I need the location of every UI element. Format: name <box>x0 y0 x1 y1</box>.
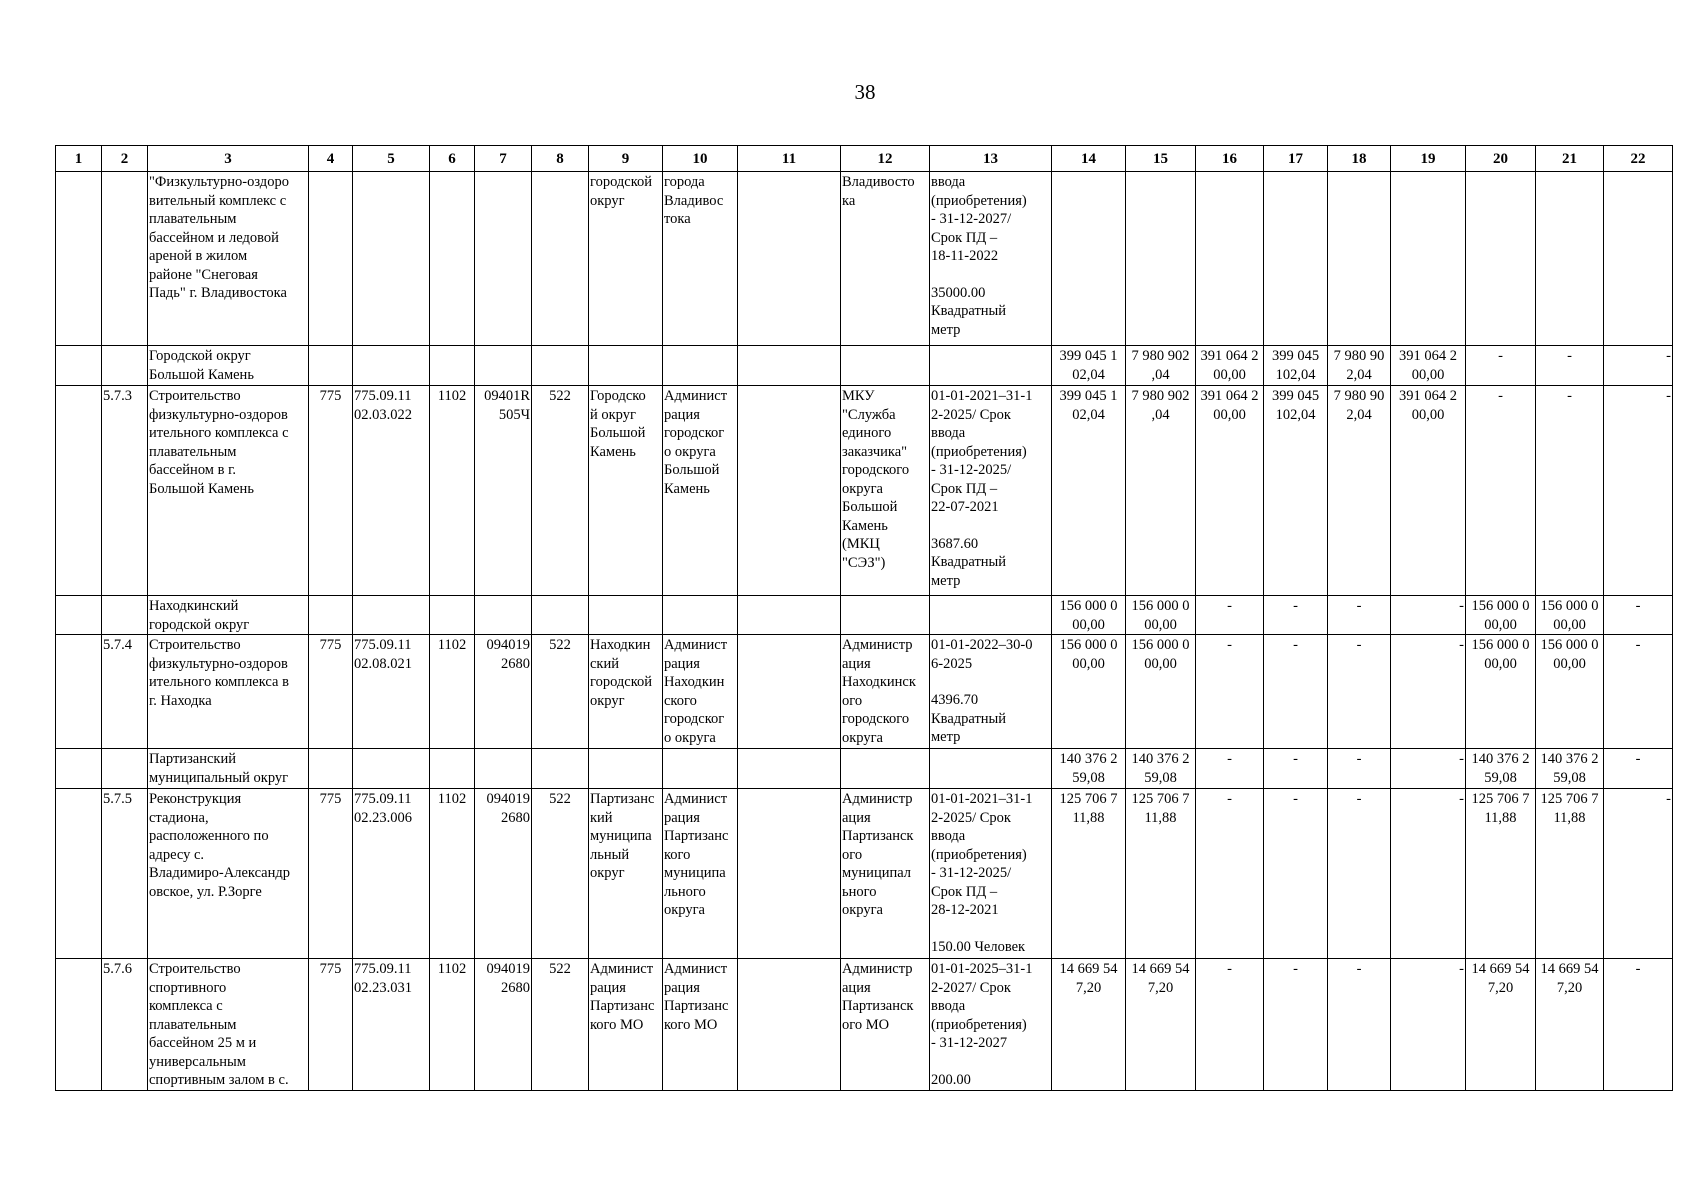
amount-cell: 156 000 0 00,00 <box>1466 596 1536 635</box>
amount-cell: - <box>1604 386 1673 596</box>
column-header: 16 <box>1196 146 1264 172</box>
amount-cell: 391 064 2 00,00 <box>1196 386 1264 596</box>
group-title: Находкинский городской округ <box>148 596 309 635</box>
code-cell: 775 <box>309 789 353 959</box>
table-row <box>56 635 1673 749</box>
amount-cell: 125 706 7 11,88 <box>1052 789 1126 959</box>
code-cell: 094019 2680 <box>475 635 532 749</box>
code-cell: 1102 <box>430 635 475 749</box>
customer: Админист рация Партизанс кого МО <box>663 959 738 1091</box>
amount-cell: 140 376 2 59,08 <box>1052 749 1126 789</box>
amount-cell: 156 000 0 00,00 <box>1126 596 1196 635</box>
code-cell: 775.09.11 02.23.006 <box>353 789 430 959</box>
amount-cell: 391 064 2 00,00 <box>1391 346 1466 386</box>
code-cell: 094019 2680 <box>475 959 532 1091</box>
capacity: 35000.00 Квадратный метр <box>931 284 1007 338</box>
amount-cell: - <box>1196 635 1264 749</box>
amount-cell: 140 376 2 59,08 <box>1126 749 1196 789</box>
developer: Администр ация Находкинск ого городского округа <box>841 635 930 749</box>
column-header: 6 <box>430 146 475 172</box>
column-header: 9 <box>589 146 663 172</box>
amount-cell: - <box>1264 635 1328 749</box>
terms-cell <box>930 789 1052 959</box>
code-cell: 522 <box>532 635 589 749</box>
item-number: 5.7.3 <box>102 386 148 596</box>
amount-cell: 391 064 2 00,00 <box>1196 346 1264 386</box>
code-cell: 1102 <box>430 386 475 596</box>
code-cell: 1102 <box>430 789 475 959</box>
capacity: 150.00 Человек <box>931 938 1026 955</box>
column-header: 3 <box>148 146 309 172</box>
developer: Владивосто ка <box>841 172 930 346</box>
amount-cell: 399 045 1 02,04 <box>1052 346 1126 386</box>
amount-cell: 140 376 2 59,08 <box>1536 749 1604 789</box>
object-name: Реконструкция стадиона, расположенного по адресу с. Владимиро-Александр овское, ул. Р.Зорге <box>148 789 309 959</box>
amount-cell: 7 980 90 2,04 <box>1328 386 1391 596</box>
amount-cell: - <box>1264 959 1328 1091</box>
column-header: 13 <box>930 146 1052 172</box>
amount-cell: 156 000 0 00,00 <box>1466 635 1536 749</box>
terms: 01-01-2021–31-1 2-2025/ Срок ввода (приобретения) - 31-12-2025/ Срок ПД – 22-07-2021 <box>931 388 1033 515</box>
amount-cell: - <box>1466 386 1536 596</box>
amount-cell: 156 000 0 00,00 <box>1536 635 1604 749</box>
table-row <box>56 346 1673 386</box>
object-name: Строительство физкультурно-оздоров ительного комплекса в г. Находка <box>148 635 309 749</box>
column-header: 4 <box>309 146 353 172</box>
table-row <box>56 386 1673 596</box>
terms-cell <box>930 386 1052 596</box>
customer: Админист рация Партизанс кого муниципа льного округа <box>663 789 738 959</box>
code-cell: 094019 2680 <box>475 789 532 959</box>
column-header: 14 <box>1052 146 1126 172</box>
code-cell: 775.09.11 02.03.022 <box>353 386 430 596</box>
amount-cell: - <box>1604 789 1673 959</box>
table-row <box>56 789 1673 959</box>
code-cell: 775.09.11 02.08.021 <box>353 635 430 749</box>
column-header: 1 <box>56 146 102 172</box>
capacity: 3687.60 Квадратный метр <box>931 535 1007 589</box>
customer: города Владивос тока <box>663 172 738 346</box>
terms-cell <box>930 959 1052 1091</box>
amount-cell: - <box>1536 386 1604 596</box>
code-cell: 775 <box>309 635 353 749</box>
column-header: 2 <box>102 146 148 172</box>
amount-cell: - <box>1196 789 1264 959</box>
header-row <box>56 146 1673 172</box>
code-cell: 522 <box>532 959 589 1091</box>
page-number: 38 <box>854 80 876 104</box>
amount-cell: - <box>1391 789 1466 959</box>
item-number: 5.7.6 <box>102 959 148 1091</box>
group-title: Партизанский муниципальный округ <box>148 749 309 789</box>
amount-cell: - <box>1196 959 1264 1091</box>
terms: 01-01-2022–30-0 6-2025 <box>931 637 1033 672</box>
amount-cell: 391 064 2 00,00 <box>1391 386 1466 596</box>
amount-cell: 399 045 102,04 <box>1264 386 1328 596</box>
capacity: 200.00 <box>931 1071 971 1088</box>
amount-cell: - <box>1264 789 1328 959</box>
amount-cell: - <box>1466 346 1536 386</box>
amount-cell: 7 980 902 ,04 <box>1126 386 1196 596</box>
column-header: 20 <box>1466 146 1536 172</box>
amount-cell: - <box>1328 596 1391 635</box>
column-header: 5 <box>353 146 430 172</box>
amount-cell: 7 980 902 ,04 <box>1126 346 1196 386</box>
code-cell: 1102 <box>430 959 475 1091</box>
code-cell: 522 <box>532 789 589 959</box>
amount-cell: 156 000 0 00,00 <box>1536 596 1604 635</box>
amount-cell: - <box>1328 635 1391 749</box>
terms: 01-01-2021–31-1 2-2025/ Срок ввода (приобретения) - 31-12-2025/ Срок ПД – 28-12-2021 <box>931 791 1033 918</box>
amount-cell: 156 000 0 00,00 <box>1126 635 1196 749</box>
amount-cell: 125 706 7 11,88 <box>1466 789 1536 959</box>
amount-cell: 156 000 0 00,00 <box>1052 635 1126 749</box>
investment-objects-table <box>55 145 1673 1091</box>
column-header: 19 <box>1391 146 1466 172</box>
municipality: городской округ <box>589 172 663 346</box>
code-cell: 775 <box>309 959 353 1091</box>
amount-cell: - <box>1604 959 1673 1091</box>
amount-cell: - <box>1604 749 1673 789</box>
capacity: 4396.70 Квадратный метр <box>931 692 1007 745</box>
amount-cell: - <box>1328 959 1391 1091</box>
amount-cell: - <box>1604 346 1673 386</box>
code-cell: 09401R 505Ч <box>475 386 532 596</box>
amount-cell: 125 706 7 11,88 <box>1126 789 1196 959</box>
amount-cell: 14 669 54 7,20 <box>1466 959 1536 1091</box>
item-number: 5.7.4 <box>102 635 148 749</box>
column-header: 12 <box>841 146 930 172</box>
amount-cell: 14 669 54 7,20 <box>1052 959 1126 1091</box>
amount-cell: - <box>1196 749 1264 789</box>
municipality: Партизанс кий муниципа льный округ <box>589 789 663 959</box>
table-row <box>56 749 1673 789</box>
code-cell: 775.09.11 02.23.031 <box>353 959 430 1091</box>
table-row <box>56 172 1673 346</box>
terms: ввода (приобретения) - 31-12-2027/ Срок ПД – 18-11-2022 <box>931 174 1027 264</box>
amount-cell: - <box>1604 635 1673 749</box>
column-header: 11 <box>738 146 841 172</box>
column-header: 22 <box>1604 146 1673 172</box>
municipality: Находкин ский городской округ <box>589 635 663 749</box>
amount-cell: 14 669 54 7,20 <box>1126 959 1196 1091</box>
terms-cell <box>930 172 1052 346</box>
code-cell: 522 <box>532 386 589 596</box>
column-header: 10 <box>663 146 738 172</box>
municipality: Городско й округ Большой Камень <box>589 386 663 596</box>
amount-cell: 399 045 102,04 <box>1264 346 1328 386</box>
column-header: 21 <box>1536 146 1604 172</box>
amount-cell: - <box>1328 789 1391 959</box>
item-number: 5.7.5 <box>102 789 148 959</box>
amount-cell: 156 000 0 00,00 <box>1052 596 1126 635</box>
group-title: Городской округ Большой Камень <box>148 346 309 386</box>
terms-cell <box>930 635 1052 749</box>
amount-cell: 125 706 7 11,88 <box>1536 789 1604 959</box>
column-header: 8 <box>532 146 589 172</box>
amount-cell: 399 045 1 02,04 <box>1052 386 1126 596</box>
code-cell: 775 <box>309 386 353 596</box>
amount-cell: - <box>1391 959 1466 1091</box>
column-header: 15 <box>1126 146 1196 172</box>
object-name: Строительство физкультурно-оздоров ительного комплекса с плавательным бассейном в г. Большой Камень <box>148 386 309 596</box>
customer: Админист рация городског о округа Большой Камень <box>663 386 738 596</box>
terms: 01-01-2025–31-1 2-2027/ Срок ввода (приобретения) - 31-12-2027 <box>931 961 1033 1051</box>
amount-cell: - <box>1391 635 1466 749</box>
amount-cell: 7 980 90 2,04 <box>1328 346 1391 386</box>
developer: МКУ "Служба единого заказчика" городского округа Большой Камень (МКЦ "СЭЗ") <box>841 386 930 596</box>
object-name: Строительство спортивного комплекса с плавательным бассейном 25 м и универсальным спортивным залом в с. <box>148 959 309 1091</box>
developer: Администр ация Партизанск ого муниципал ьного округа <box>841 789 930 959</box>
amount-cell: 140 376 2 59,08 <box>1466 749 1536 789</box>
column-header: 18 <box>1328 146 1391 172</box>
amount-cell: - <box>1196 596 1264 635</box>
customer: Админист рация Находкин ского городског о округа <box>663 635 738 749</box>
amount-cell: - <box>1391 749 1466 789</box>
amount-cell: - <box>1536 346 1604 386</box>
amount-cell: - <box>1391 596 1466 635</box>
amount-cell: - <box>1264 749 1328 789</box>
amount-cell: - <box>1604 596 1673 635</box>
column-header: 7 <box>475 146 532 172</box>
object-name: "Физкультурно-оздоро вительный комплекс с плавательным бассейном и ледовой ареной в жилом районе "Снеговая Падь" г. Владивостока <box>148 172 309 346</box>
developer: Администр ация Партизанск ого МО <box>841 959 930 1091</box>
amount-cell: - <box>1328 749 1391 789</box>
column-header: 17 <box>1264 146 1328 172</box>
amount-cell: 14 669 54 7,20 <box>1536 959 1604 1091</box>
municipality: Админист рация Партизанс кого МО <box>589 959 663 1091</box>
amount-cell: - <box>1264 596 1328 635</box>
table-row <box>56 596 1673 635</box>
table-row <box>56 959 1673 1091</box>
